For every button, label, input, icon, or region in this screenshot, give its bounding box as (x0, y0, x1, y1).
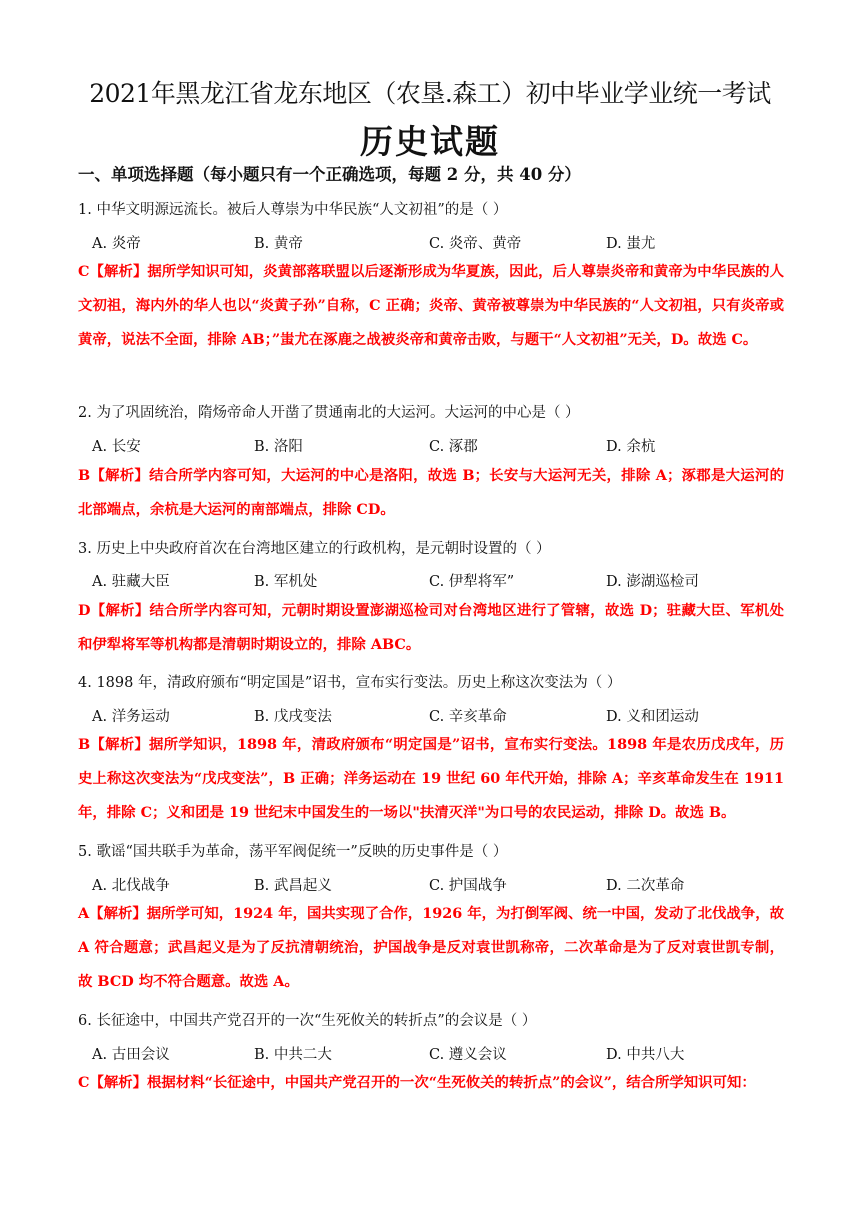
option-b: B. 洛阳 (254, 439, 303, 455)
question-stem: 1. 中华文明源远流长。被后人尊崇为中华民族“人文初祖”的是（ ） (78, 202, 508, 218)
option-row (92, 232, 792, 254)
option-a: A. 驻藏大臣 (92, 574, 170, 590)
option-d: D. 澎湖巡检司 (606, 574, 699, 590)
option-row (92, 570, 792, 592)
option-c: C. 涿郡 (429, 439, 478, 455)
question-stem: 3. 历史上中央政府首次在台湾地区建立的行政机构，是元朝时设置的（ ） (78, 541, 551, 557)
option-c: C. 伊犁将军” (429, 574, 515, 590)
option-a: A. 洋务运动 (92, 709, 170, 725)
option-b: B. 中共二大 (254, 1047, 332, 1063)
option-row (92, 435, 792, 457)
option-a: A. 炎帝 (92, 236, 141, 252)
option-row (92, 1043, 792, 1065)
option-b: B. 黄帝 (254, 236, 303, 252)
option-b: B. 军机处 (254, 574, 318, 590)
option-c: C. 辛亥革命 (429, 709, 507, 725)
question-stem: 4. 1898 年，清政府颁布“明定国是”诏书，宣布实行变法。历史上称这次变法为（ ） (78, 675, 622, 691)
option-d: D. 蚩尤 (606, 236, 656, 252)
option-a: A. 古田会议 (92, 1047, 170, 1063)
answer-analysis: B【解析】据所学知识，1898 年，清政府颁布“明定国是”诏书，宣布实行变法。1898 年是农历戊戌年，历史上称这次变法为“戊戌变法”，B 正确；洋务运动在 19 世纪 60 年代开始，排除 A；辛亥革命发生在 1911 年，排除 C；义和团是 19 世纪末中国发生的一场以"扶清灭洋"为口号的农民运动，排除 D。故选 B。 (78, 736, 784, 821)
exam-title: 2021年黑龙江省龙东地区（农垦.森工）初中毕业学业统一考试 (89, 79, 771, 108)
section-heading: 一、单项选择题（每小题只有一个正确选项，每题 2 分，共 40 分） (78, 165, 581, 184)
question-stem: 2. 为了巩固统治，隋炀帝命人开凿了贯通南北的大运河。大运河的中心是（ ） (78, 405, 580, 421)
answer-analysis: B【解析】结合所学内容可知，大运河的中心是洛阳，故选 B；长安与大运河无关，排除 A；涿郡是大运河的北部端点，余杭是大运河的南部端点，排除 CD。 (78, 467, 784, 518)
question-stem: 5. 歌谣“国共联手为革命，荡平军阀促统一”反映的历史事件是（ ） (78, 844, 508, 860)
option-d: D. 余杭 (606, 439, 656, 455)
option-a: A. 北伐战争 (92, 878, 170, 894)
option-c: C. 护国战争 (429, 878, 507, 894)
option-row (92, 874, 792, 896)
answer-analysis: C【解析】据所学知识可知，炎黄部落联盟以后逐渐形成为华夏族，因此，后人尊崇炎帝和黄帝为中华民族的人文初祖，海内外的华人也以“炎黄子孙”自称，C 正确；炎帝、黄帝被尊崇为中华民族的“人文初祖，只有炎帝或黄帝，说法不全面，排除 AB；”蚩尤在涿鹿之战被炎帝和黄帝击败，与题干“人文初祖”无关，D。故选 C。 (78, 263, 784, 348)
option-c: C. 遵义会议 (429, 1047, 507, 1063)
option-a: A. 长安 (92, 439, 141, 455)
answer-analysis: D【解析】结合所学内容可知，元朝时期设置澎湖巡检司对台湾地区进行了管辖，故选 D；驻藏大臣、军机处和伊犁将军等机构都是清朝时期设立的，排除 ABC。 (78, 602, 784, 653)
answer-analysis: A【解析】据所学可知，1924 年，国共实现了合作，1926 年，为打倒军阀、统一中国，发动了北伐战争，故 A 符合题意；武昌起义是为了反抗清朝统治，护国战争是反对袁世凯称帝，二次革命是为了反对袁世凯专制，故 BCD 均不符合题意。故选 A。 (78, 905, 784, 990)
option-b: B. 武昌起义 (254, 878, 332, 894)
option-d: D. 义和团运动 (606, 709, 699, 725)
option-row (92, 705, 792, 727)
option-d: D. 二次革命 (606, 878, 685, 894)
option-c: C. 炎帝、黄帝 (429, 236, 522, 252)
exam-subtitle: 历史试题 (360, 122, 500, 161)
option-d: D. 中共八大 (606, 1047, 685, 1063)
answer-analysis: C【解析】根据材料“长征途中，中国共产党召开的一次“生死攸关的转折点”的会议”，结合所学知识可知： (78, 1074, 756, 1091)
option-b: B. 戊戌变法 (254, 709, 332, 725)
question-stem: 6. 长征途中，中国共产党召开的一次“生死攸关的转折点”的会议是（ ） (78, 1013, 537, 1029)
